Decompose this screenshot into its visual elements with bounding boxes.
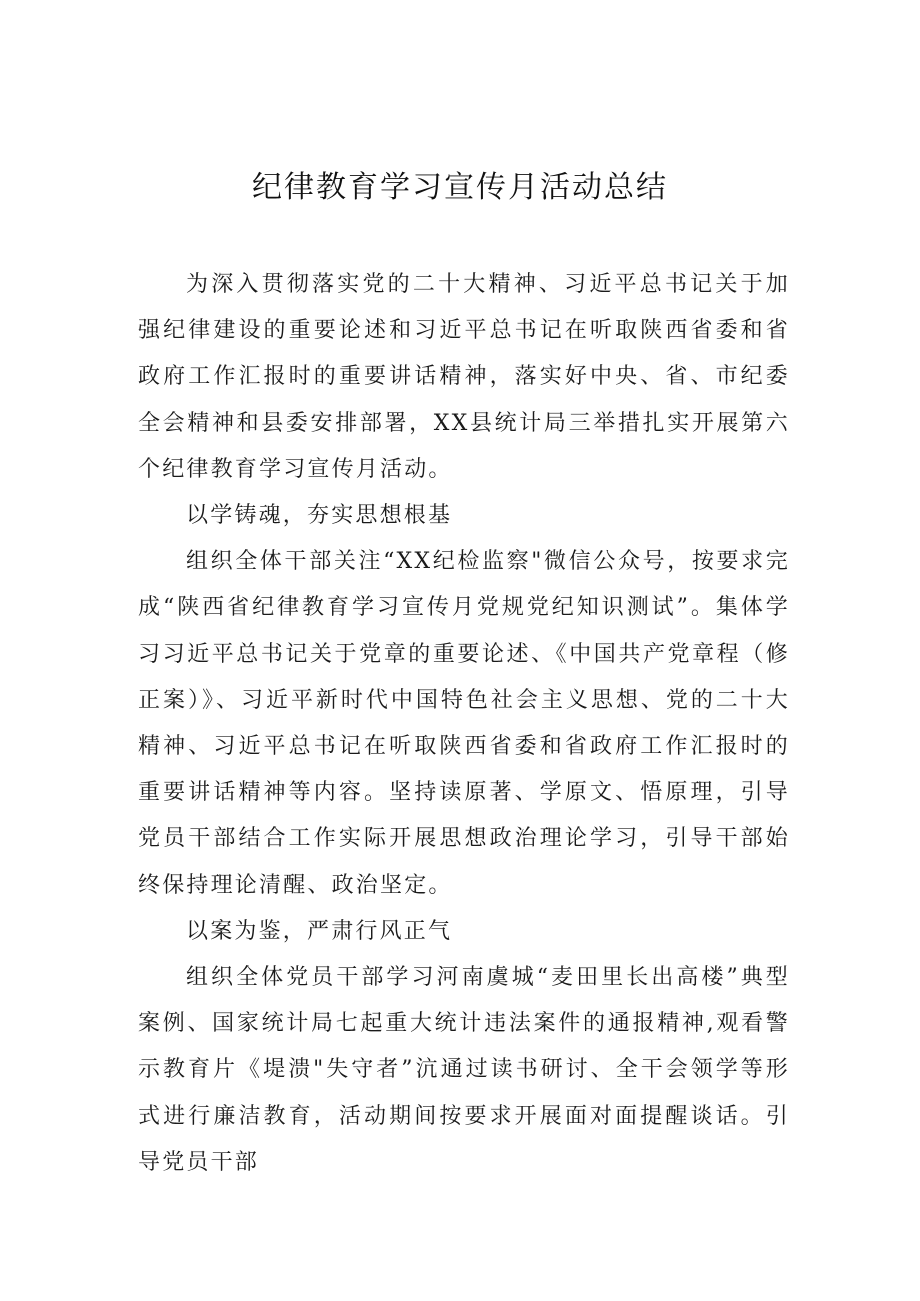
document-title: 纪律教育学习宣传月活动总结 — [252, 170, 668, 205]
section-heading-1: 以学铸魂，夯实思想根基 — [186, 503, 453, 529]
section-2-paragraph: 组织全体党员干部学习河南虞城“麦田里长出高楼”典型案例、国家统计局七起重大统计违法案件的通报精神,观看警示教育片《堤溃"失守者”沆通过读书研讨、全干会领学等形式进行廉洁教育，活动期间按要求开展面对面提醒谈话。引导党员干部 — [138, 965, 790, 1175]
section-heading-2: 以案为鉴，严肃行风正气 — [186, 918, 453, 944]
section-1-paragraph: 组织全体干部关注“XX纪检监察"微信公众号，按要求完成“陕西省纪律教育学习宣传月党规党纪知识测试”。集体学习习近平总书记关于党章的重要论述、《中国共产党章程（修正案）》、习近平新时代中国特色社会主义思想、党的二十大精神、习近平总书记在听取陕西省委和省政府工作汇报时的重要讲话精神等内容。坚持读原著、学原文、悟原理，引导党员干部结合工作实际开展思想政治理论学习，引导干部始终保持理论清醒、政治坚定。 — [138, 549, 790, 898]
document-body — [138, 262, 790, 1186]
intro-paragraph: 为深入贯彻落实党的二十大精神、习近平总书记关于加强纪律建设的重要论述和习近平总书记在听取陕西省委和省政府工作汇报时的重要讲话精神，落实好中央、省、市纪委全会精神和县委安排部署，XX县统计局三举措扎实开展第六个纪律教育学习宣传月活动。 — [138, 272, 790, 482]
